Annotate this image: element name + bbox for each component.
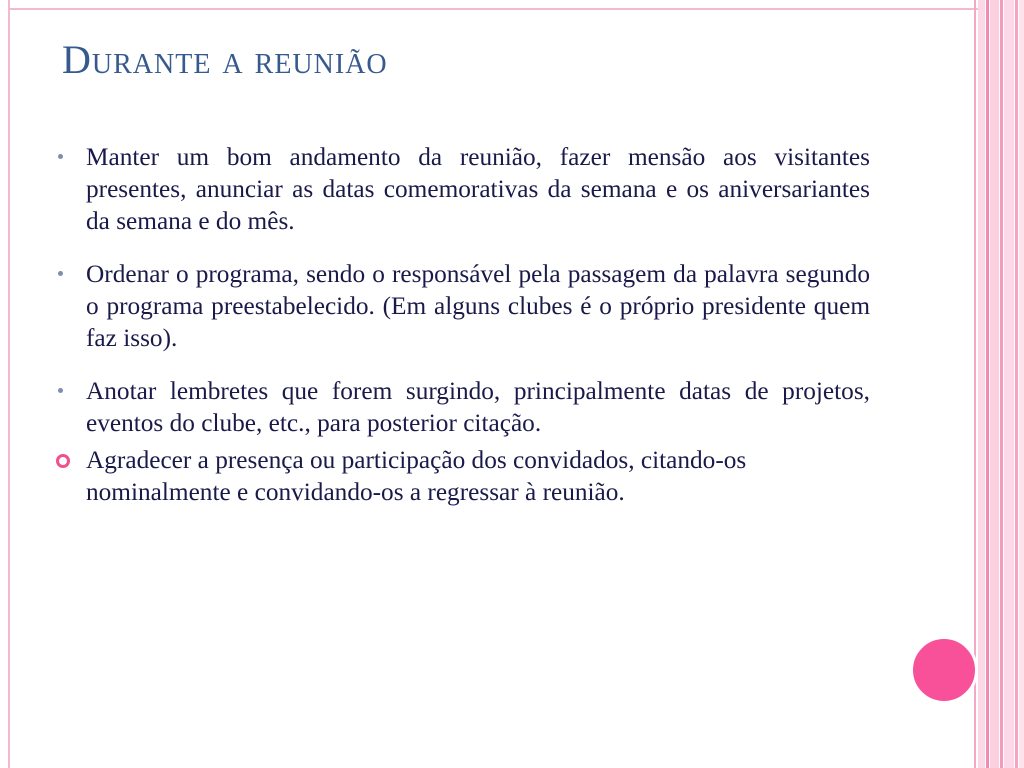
stripe	[974, 0, 976, 768]
frame-top-line	[8, 8, 978, 10]
stripe	[1019, 0, 1024, 768]
small-dot-icon	[58, 154, 63, 159]
list-item	[56, 375, 870, 439]
stripe	[986, 0, 989, 768]
small-dot-icon	[58, 271, 63, 276]
stripe	[990, 0, 999, 768]
small-dot-icon	[58, 388, 63, 393]
stripe	[1000, 0, 1003, 768]
list-item	[56, 444, 870, 508]
bullet-list	[56, 141, 870, 508]
list-item	[56, 141, 870, 237]
frame-left-line	[8, 0, 10, 768]
stripe	[978, 0, 985, 768]
list-item	[56, 258, 870, 354]
stripe	[1015, 0, 1018, 768]
list-item-text: Manter um bom andamento da reunião, fazer mensão aos visitantes presentes, anunciar as datas comemorativas da semana e os aniversariantes da semana e do mês.	[86, 143, 870, 235]
list-item-text: Ordenar o programa, sendo o responsável pela passagem da palavra segundo o programa preestabelecido. (Em alguns clubes é o próprio presidente quem faz isso).	[86, 260, 870, 352]
list-item-text: Agradecer a presença ou participação dos convidados, citando-os nominalmente e convidando-os a regressar à reunião.	[86, 446, 747, 506]
pink-ring-icon	[56, 454, 70, 468]
list-item-text: Anotar lembretes que forem surgindo, principalmente datas de projetos, eventos do clube, etc., para posterior citação.	[86, 377, 870, 437]
stripe	[1004, 0, 1014, 768]
decorative-circle	[910, 636, 978, 704]
slide-title: Durante a reunião	[62, 37, 388, 82]
decorative-stripes	[974, 0, 1024, 768]
